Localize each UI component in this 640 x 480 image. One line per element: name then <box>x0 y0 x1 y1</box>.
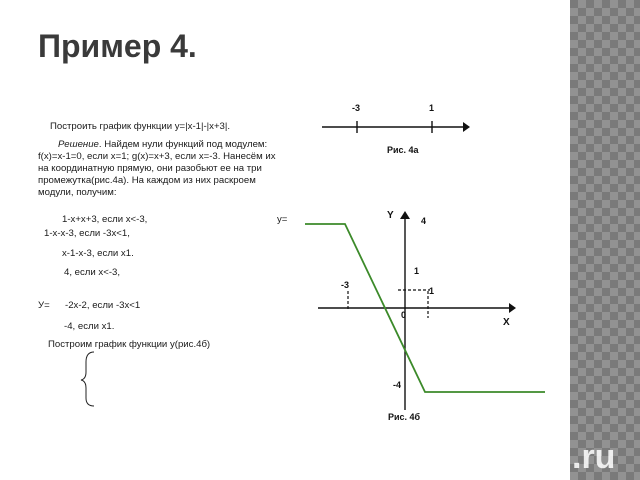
origin-label: 0 <box>401 310 407 320</box>
solution-label: Решение <box>58 139 99 150</box>
y-tick-label-4: 4 <box>421 216 427 226</box>
system1-y-label: y= <box>277 214 288 225</box>
x-tick-label-1: 1 <box>429 286 435 296</box>
system2-line2: -2x-2, если -3x<1 <box>65 300 141 311</box>
slide-title: Пример 4. <box>38 28 197 64</box>
system2-y-label: У= <box>38 300 50 311</box>
number-line-arrow-icon <box>463 122 470 132</box>
system1-line2: 1-x-x-3, если -3x<1, <box>44 228 130 239</box>
site-watermark: .ru <box>572 438 616 476</box>
x-tick-label-neg3: -3 <box>341 280 350 290</box>
number-line-label-1: 1 <box>429 103 435 113</box>
y-axis-arrow-icon <box>400 211 410 219</box>
system-brace <box>81 352 94 406</box>
task-text: Построить график функции y=|x-1|-|x+3|. <box>50 121 231 132</box>
solution-text: . Найдем нули функций под модулем: f(x)=x-1=0, если x=1; g(x)=x+3, если x=-3. Нанесём их на координатную прямую, они разобьют ее на три промежутка(рис.4а). На каждом из них раскроем модули, получим: <box>38 139 276 198</box>
x-axis-arrow-icon <box>509 303 516 313</box>
figure-b-caption: Рис. 4б <box>388 412 421 422</box>
x-axis-label: X <box>503 317 510 328</box>
system1-line3: x-1-x-3, если x1. <box>62 248 134 259</box>
y-tick-label-neg4: -4 <box>393 380 402 390</box>
system1-line1: 1-x+x+3, если x<-3, <box>62 214 148 225</box>
system2-line3: -4, если x1. <box>64 321 115 332</box>
system2-line1: 4, если x<-3, <box>64 267 121 278</box>
final-text: Построим график функции у(рис.4б) <box>48 339 211 350</box>
y-axis-label: Y <box>387 210 394 221</box>
y-tick-label-1: 1 <box>414 266 420 276</box>
number-line-label-neg3: -3 <box>352 103 361 113</box>
figure-a-caption: Рис. 4а <box>387 145 419 155</box>
